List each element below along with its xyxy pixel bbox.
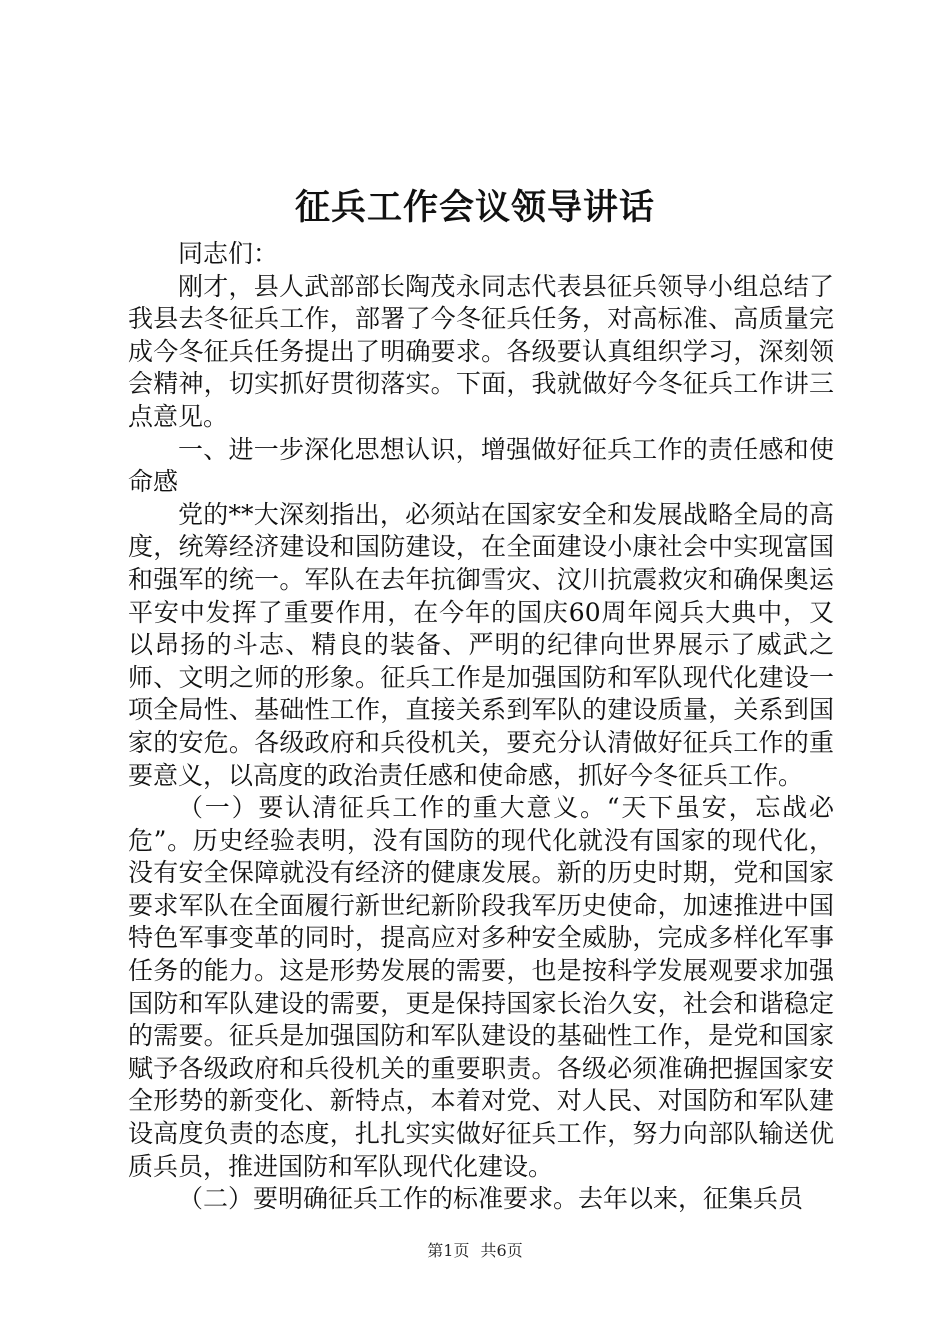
document-title: 征兵工作会议领导讲话 [294,187,655,228]
paragraph-subsection-1: （一）要认清征兵工作的重大意义。“天下虽安，忘战必危”。历史经验表明，没有国防的现代化就没有国家的现代化，没有安全保障就没有经济的健康发展。新的历史时期，党和国家要求军队在全面履行新世纪新阶段我军历史使命，加速推进中国特色军事变革的同时，提高应对多种安全威胁，完成多样化军事任务的能力。这是形势发展的需要，也是按科学发展观要求加强国防和军队建设的需要，更是保持国家长治久安，社会和谐稳定的需要。征兵是加强国防和军队建设的基础性工作，是党和国家赋予各级政府和兵役机关的重要职责。各级必须准确把握国家安全形势的新变化、新特点，本着对党、对人民、对国防和军队建设高度负责的态度，扎扎实实做好征兵工作，努力向部队输送优质兵员，推进国防和军队现代化建设。 [128,793,834,1181]
paragraph-section-1: 党的**大深刻指出，必须站在国家安全和发展战略全局的高度，统筹经济建设和国防建设，在全面建设小康社会中实现富国和强军的统一。军队在去年抗御雪灾、汶川抗震救灾和确保奥运平安中发挥了重要作用，在今年的国庆60周年阅兵大典中，又以昂扬的斗志、精良的装备、严明的纪律向世界展示了威武之师、文明之师的形象。征兵工作是加强国防和军队现代化建设一项全局性、基础性工作，直接关系到军队的建设质量，关系到国家的安危。各级政府和兵役机关，要充分认清做好征兵工作的重要意义，以高度的政治责任感和使命感，抓好今冬征兵工作。 [128,499,834,790]
page-total: 共6页 [480,1241,523,1260]
page-number: 第1页 [427,1241,470,1260]
page-footer [0,1240,950,1262]
paragraph-intro: 刚才，县人武部部长陶茂永同志代表县征兵领导小组总结了我县去冬征兵工作，部署了今冬征兵任务，对高标准、高质量完成今冬征兵任务提出了明确要求。各级要认真组织学习，深刻领会精神，切实抓好贯彻落实。下面，我就做好今冬征兵工作讲三点意见。 [128,271,834,431]
paragraph-salutation: 同志们： [178,239,279,268]
section-heading-1: 一、进一步深化思想认识，增强做好征兵工作的责任感和使命感 [128,434,834,497]
paragraph-subsection-2: （二）要明确征兵工作的标准要求。去年以来，征集兵员 [178,1184,804,1214]
document-body [128,238,834,1216]
